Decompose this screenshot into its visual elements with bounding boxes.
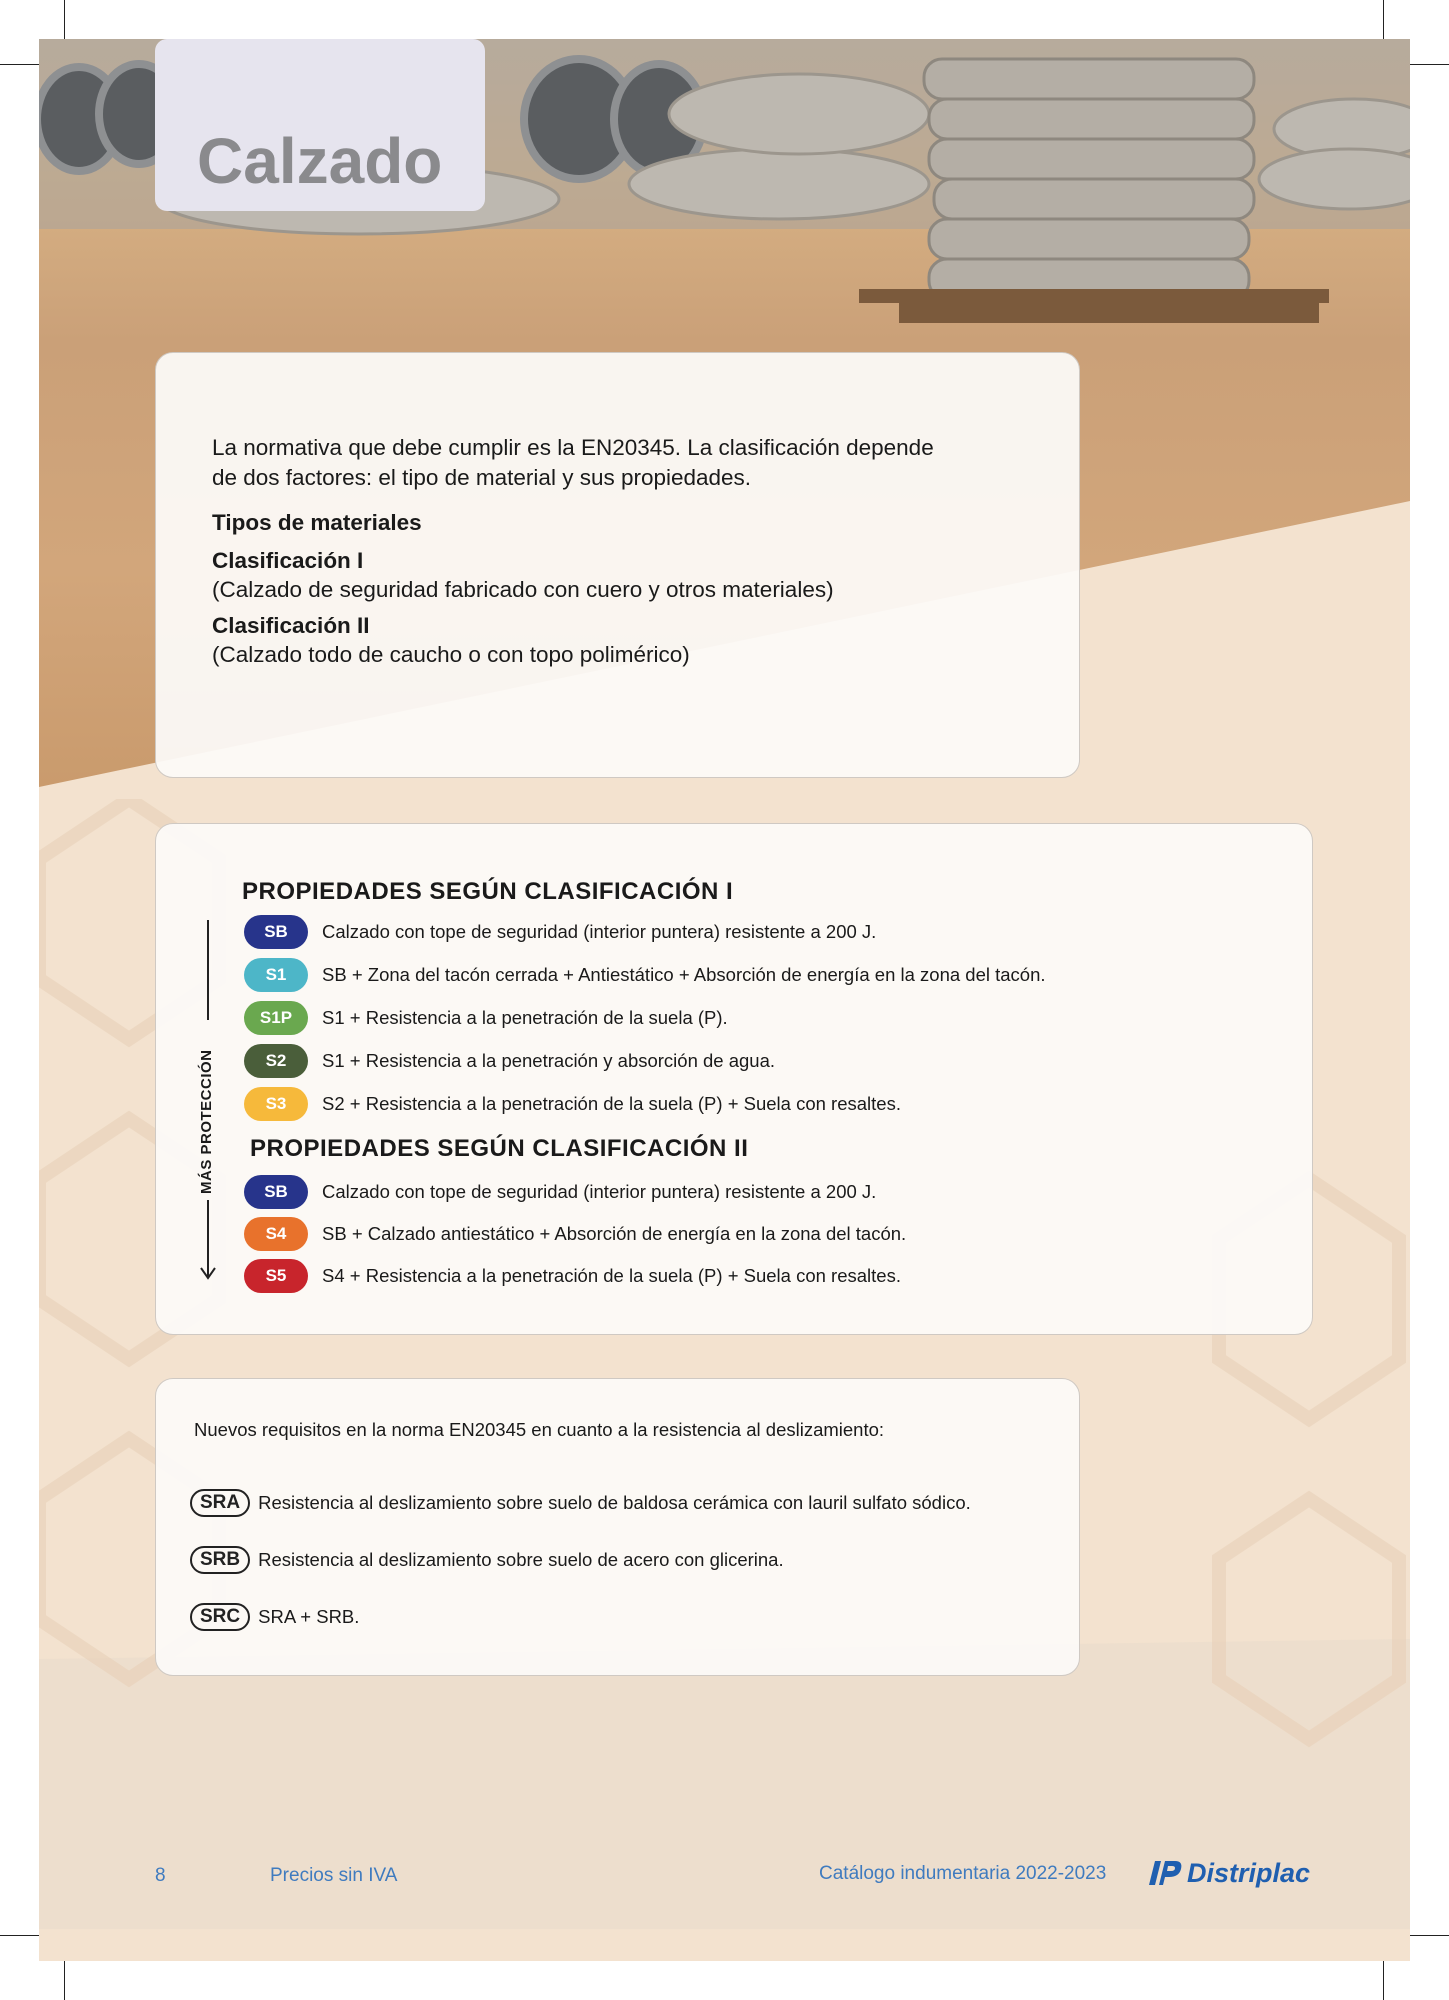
crop-mark: [0, 64, 40, 65]
property-row: [244, 1259, 901, 1293]
page-number: 8: [155, 1865, 166, 1886]
protection-axis-line: [207, 920, 209, 1020]
property-description: Calzado con tope de seguridad (interior puntera) resistente a 200 J.: [322, 1181, 877, 1202]
property-description: S2 + Resistencia a la penetración de la suela (P) + Suela con resaltes.: [322, 1093, 901, 1114]
brand-name: Distriplac: [1187, 1857, 1311, 1888]
intro-card: [155, 352, 1080, 778]
class1-title: Clasificación I: [212, 548, 364, 573]
protection-axis-label: MÁS PROTECCIÓN: [198, 1049, 215, 1194]
catalog-title: Catálogo indumentaria 2022-2023: [819, 1863, 1107, 1884]
page: [39, 39, 1410, 1961]
slip-description: Resistencia al deslizamiento sobre suelo de baldosa cerámica con lauril sulfato sódico.: [258, 1492, 971, 1513]
title-box: [155, 39, 485, 211]
property-code-badge: S3: [244, 1087, 308, 1121]
intro-line: La normativa que debe cumplir es la EN20345. La clasificación depende: [212, 435, 934, 460]
properties-card: [155, 823, 1313, 1335]
property-code-badge: S5: [244, 1259, 308, 1293]
prices-note: Precios sin IVA: [270, 1865, 398, 1886]
property-row: [244, 1087, 901, 1121]
property-code-badge: SB: [244, 1175, 308, 1209]
distriplac-logo-icon: [1145, 1855, 1185, 1891]
brand-logo: [1145, 1855, 1310, 1891]
slip-row: [190, 1603, 359, 1631]
class2-title: Clasificación II: [212, 613, 370, 638]
intro-line: de dos factores: el tipo de material y sus propiedades.: [212, 465, 752, 490]
class1-description: (Calzado de seguridad fabricado con cuero y otros materiales): [212, 577, 834, 602]
property-row: [244, 1217, 906, 1251]
slip-intro: Nuevos requisitos en la norma EN20345 en cuanto a la resistencia al deslizamiento:: [194, 1419, 885, 1440]
property-row: [244, 915, 876, 949]
property-row: [244, 958, 1046, 992]
property-code-badge: SB: [244, 915, 308, 949]
page-title: Calzado: [197, 125, 443, 197]
property-code-badge: S2: [244, 1044, 308, 1078]
class2-description: (Calzado todo de caucho o con topo polimérico): [212, 642, 690, 667]
slip-row: [190, 1489, 971, 1517]
crop-mark: [64, 1960, 65, 2000]
slip-row: [190, 1546, 784, 1574]
crop-mark: [1409, 64, 1449, 65]
class2-properties-title: PROPIEDADES SEGÚN CLASIFICACIÓN II: [250, 1135, 749, 1162]
property-description: SB + Calzado antiestático + Absorción de energía en la zona del tacón.: [322, 1223, 907, 1244]
crop-mark: [1409, 1935, 1449, 1936]
class1-properties-title: PROPIEDADES SEGÚN CLASIFICACIÓN I: [242, 878, 734, 905]
property-code-badge: S1: [244, 958, 308, 992]
slip-code-badge: SRB: [190, 1546, 250, 1574]
property-description: Calzado con tope de seguridad (interior puntera) resistente a 200 J.: [322, 921, 877, 942]
slip-description: SRA + SRB.: [258, 1606, 360, 1627]
crop-mark: [1383, 1960, 1384, 2000]
slip-code-badge: SRA: [190, 1489, 250, 1517]
property-row: [244, 1044, 775, 1078]
crop-mark: [64, 0, 65, 40]
arrow-down-icon: [200, 1264, 216, 1280]
slip-resistance-card: [155, 1378, 1080, 1676]
slip-code-badge: SRC: [190, 1603, 250, 1631]
property-row: [244, 1175, 876, 1209]
property-code-badge: S1P: [244, 1001, 308, 1035]
property-row: [244, 1001, 728, 1035]
property-code-badge: S4: [244, 1217, 308, 1251]
slip-description: Resistencia al deslizamiento sobre suelo de acero con glicerina.: [258, 1549, 784, 1570]
property-description: SB + Zona del tacón cerrada + Antiestático + Absorción de energía en la zona del tacón.: [322, 964, 1046, 985]
property-description: S1 + Resistencia a la penetración de la suela (P).: [322, 1007, 728, 1028]
crop-mark: [0, 1935, 40, 1936]
crop-mark: [1383, 0, 1384, 40]
property-description: S4 + Resistencia a la penetración de la suela (P) + Suela con resaltes.: [322, 1265, 901, 1286]
materials-heading: Tipos de materiales: [212, 510, 422, 535]
property-description: S1 + Resistencia a la penetración y absorción de agua.: [322, 1050, 776, 1071]
